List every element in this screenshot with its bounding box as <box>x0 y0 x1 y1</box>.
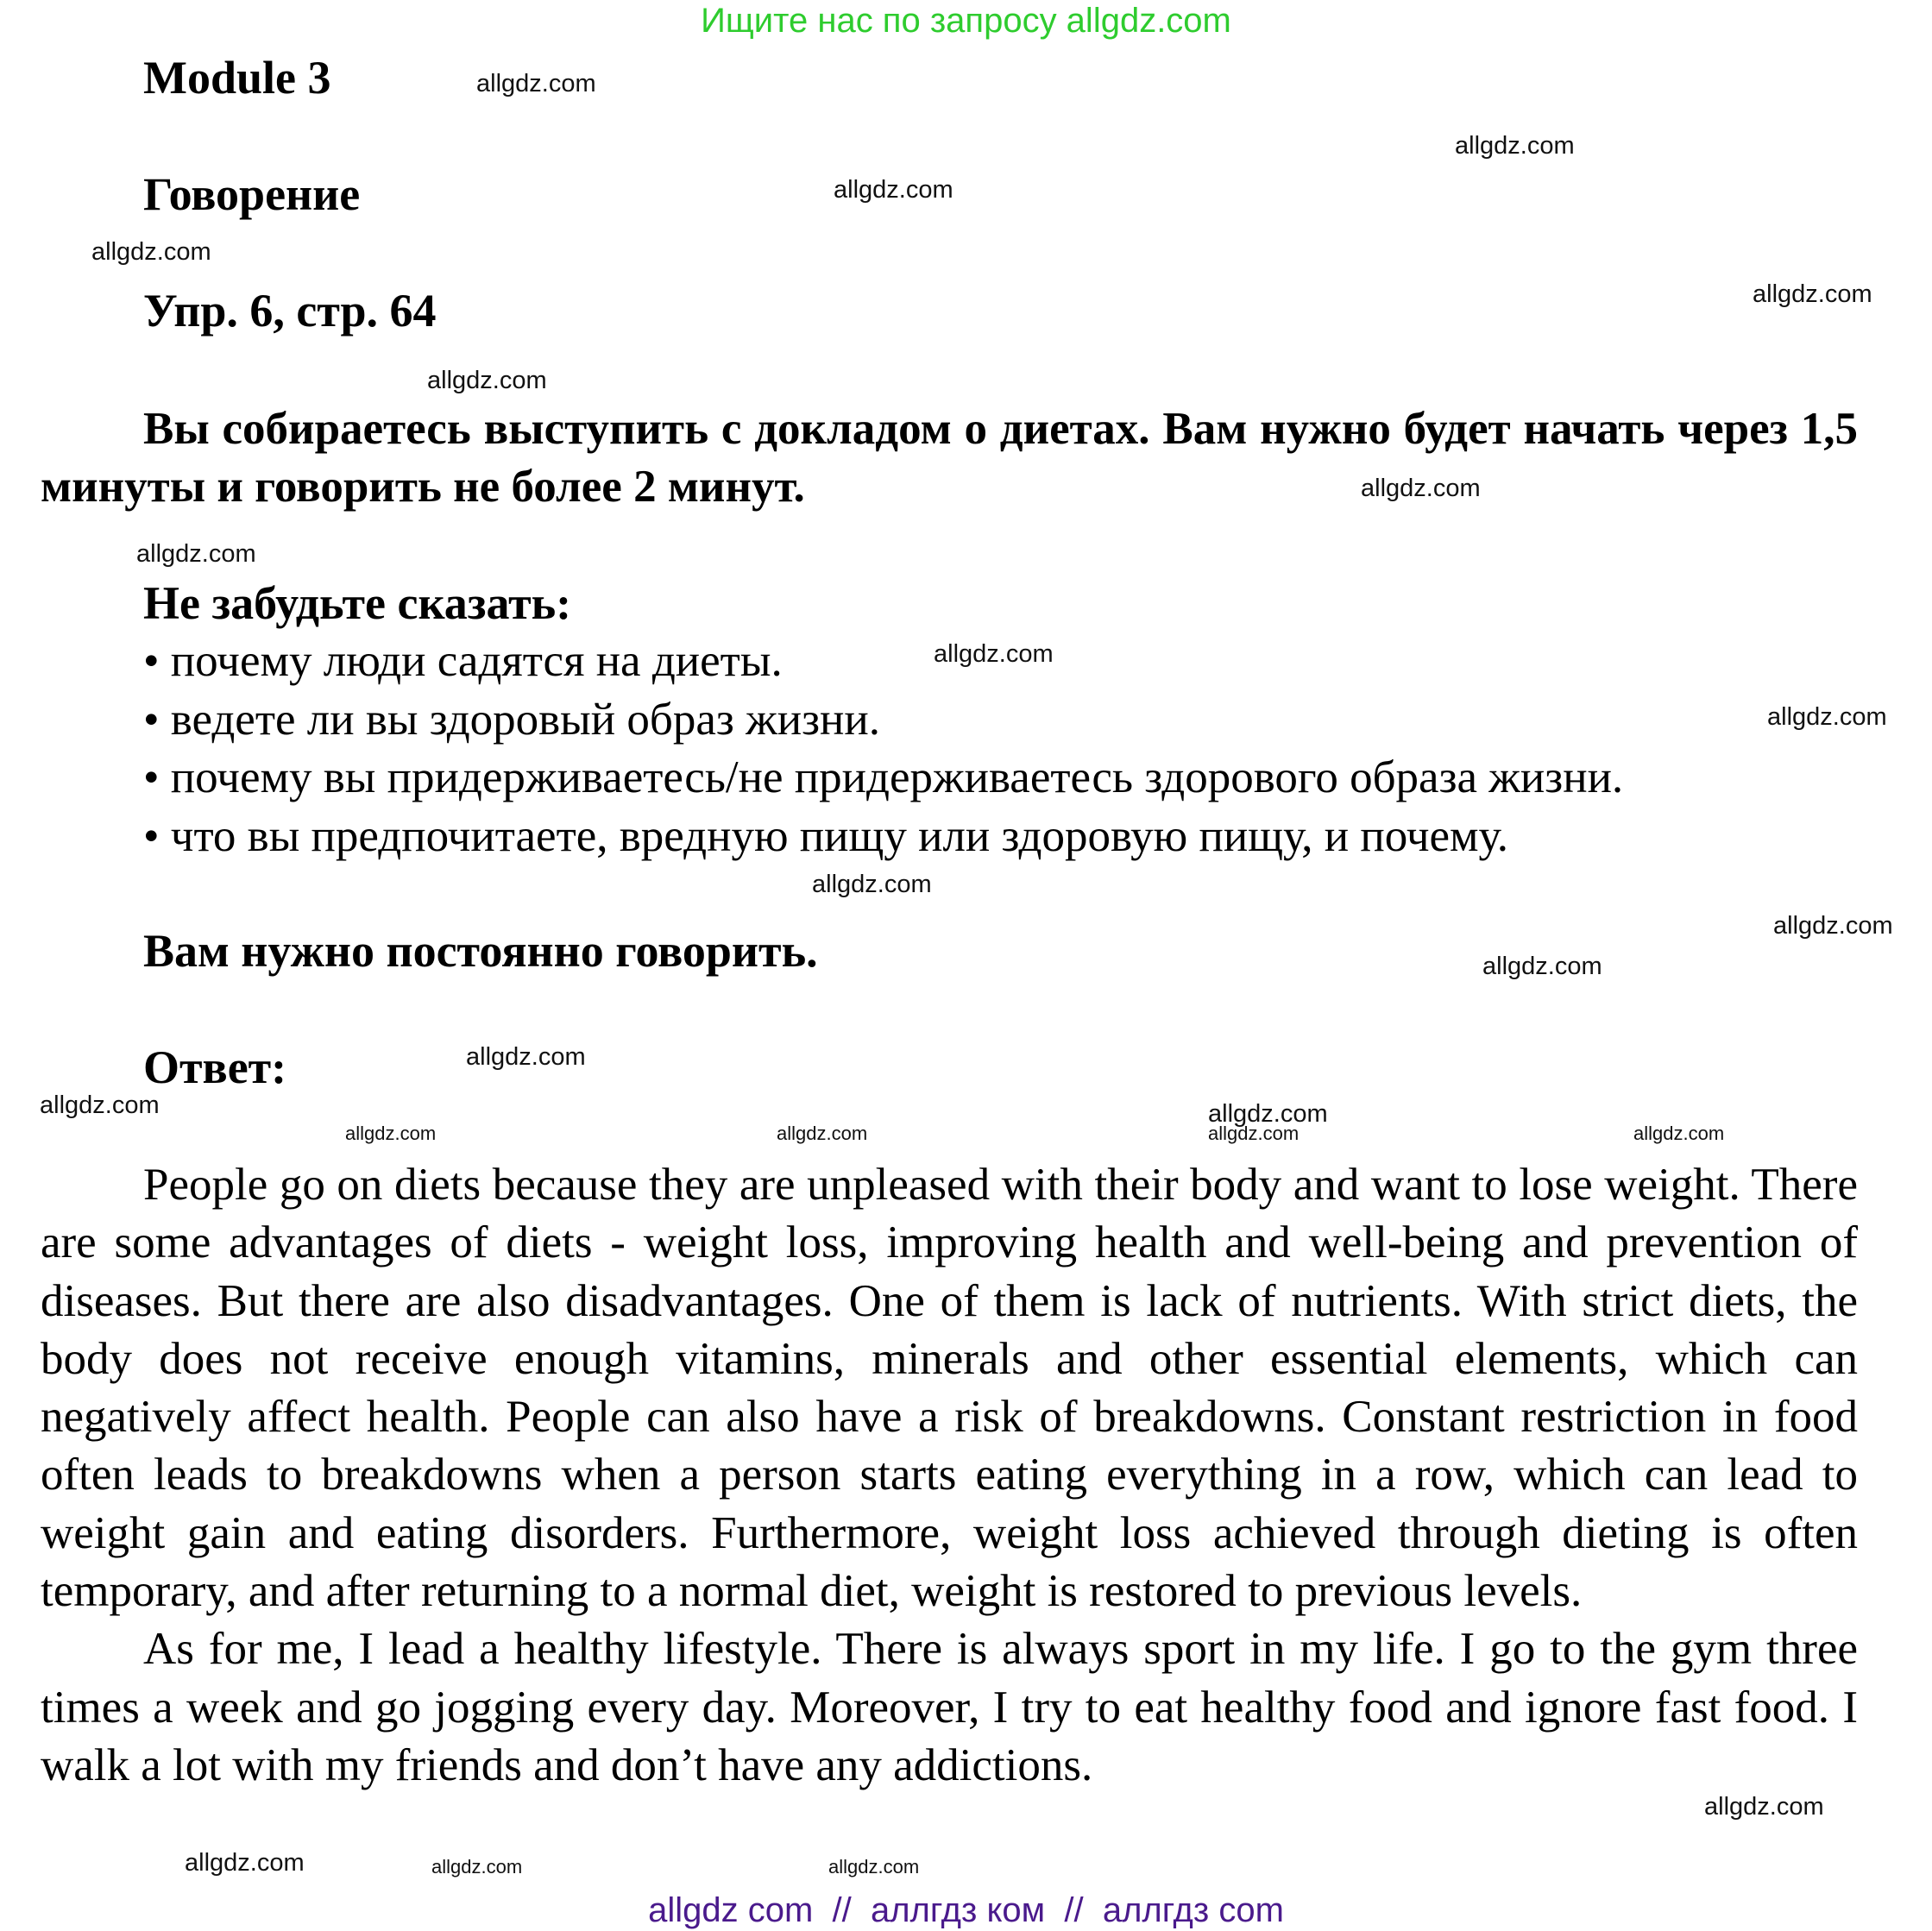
watermark: allgdz.com <box>1773 912 1893 940</box>
watermark: allgdz.com <box>185 1849 305 1877</box>
watermark: allgdz.com <box>777 1123 868 1144</box>
bullet-item: • ведете ли вы здоровый образ жизни. <box>143 695 880 745</box>
answer-body <box>41 1156 1858 1795</box>
answer-heading: Ответ: <box>143 1041 287 1093</box>
task-description: Вы собираетесь выступить с докладом о диетах. Вам нужно будет начать через 1,5 минуты и говорить не более 2 минут. <box>41 404 1858 512</box>
remember-heading: Не забудьте сказать: <box>143 577 572 629</box>
watermark: allgdz.com <box>91 238 211 266</box>
instruction: Вам нужно постоянно говорить. <box>143 925 818 977</box>
watermark: allgdz.com <box>1208 1100 1328 1128</box>
footer-banner: allgdz com // аллгдз ком // аллгдз com <box>648 1891 1284 1929</box>
watermark: allgdz.com <box>934 640 1054 668</box>
exercise-reference: Упр. 6, стр. 64 <box>143 285 437 337</box>
watermark: allgdz.com <box>812 871 932 898</box>
watermark: allgdz.com <box>1208 1123 1300 1144</box>
watermark: allgdz.com <box>345 1123 437 1144</box>
answer-paragraph: People go on diets because they are unpleased with their body and want to lose weight. There are some advantages of diets - weight loss, improving health and well-being and prevention of diseases. But there are also disadvantages. One of them is lack of nutrients. With strict diets, the body does not receive enough vitamins, minerals and other essential elements, which can negatively affect health. People can also have a risk of breakdowns. Constant restriction in food often leads to breakdowns when a person starts eating everything in a row, which can lead to weight gain and eating disorders. Furthermore, weight loss achieved through dieting is often temporary, and after returning to a normal diet, weight is restored to previous levels. <box>41 1160 1858 1617</box>
watermark: allgdz.com <box>476 70 596 97</box>
bullet-item: • что вы предпочитаете, вредную пищу или здоровую пищу, и почему. <box>143 811 1509 861</box>
watermark: allgdz.com <box>834 176 953 204</box>
watermark: allgdz.com <box>136 540 256 568</box>
watermark: allgdz.com <box>40 1091 160 1119</box>
watermark: allgdz.com <box>828 1856 920 1878</box>
watermark: allgdz.com <box>1753 280 1872 308</box>
watermark: allgdz.com <box>1455 132 1575 160</box>
module-title: Module 3 <box>143 52 331 104</box>
watermark: allgdz.com <box>1767 703 1887 731</box>
watermark: allgdz.com <box>466 1043 586 1071</box>
watermark: allgdz.com <box>431 1856 523 1878</box>
bullet-item: • почему вы придерживаетесь/не придерживаетесь здорового образа жизни. <box>143 752 1624 802</box>
watermark: allgdz.com <box>427 367 547 394</box>
watermark: allgdz.com <box>1704 1793 1824 1821</box>
search-banner: Ищите нас по запросу allgdz.com <box>701 2 1231 40</box>
watermark: allgdz.com <box>1482 953 1602 980</box>
section-title: Говорение <box>143 168 361 220</box>
watermark: allgdz.com <box>1633 1123 1725 1144</box>
answer-paragraph: As for me, I lead a healthy lifestyle. There is always sport in my life. I go to the gym three times a week and go jogging every day. Moreover, I try to eat healthy food and ignore fast food. I walk a lot with my friends and don’t have any addictions. <box>41 1624 1858 1790</box>
watermark: allgdz.com <box>1361 475 1481 502</box>
bullet-item: • почему люди садятся на диеты. <box>143 636 783 686</box>
